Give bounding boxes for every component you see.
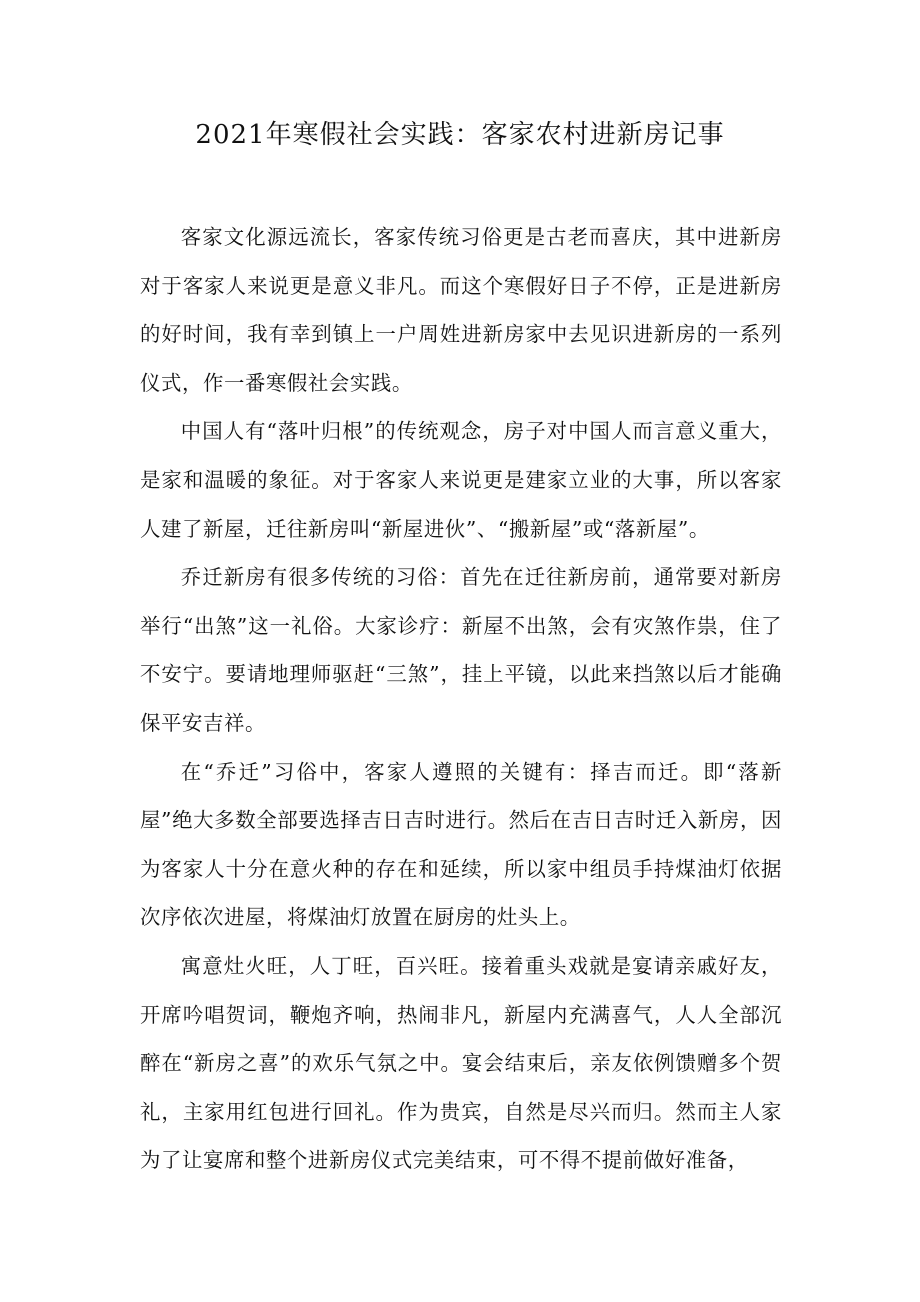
paragraph-4: 在“乔迁”习俗中，客家人遵照的关键有：择吉而迁。即“落新屋”绝大多数全部要选择吉日吉时进行。然后在吉日吉时迁入新房，因为客家人十分在意火种的存在和延续，所以家中组员手持煤油灯依据次序依次进屋，将煤油灯放置在厨房的灶头上。 — [140, 759, 782, 930]
paragraph-5: 寓意灶火旺，人丁旺，百兴旺。接着重头戏就是宴请亲戚好友，开席吟唱贺词，鞭炮齐响，热闹非凡，新屋内充满喜气，人人全部沉醉在“新房之喜”的欢乐气氛之中。宴会结束后，亲友依例馈赠多个贺礼，主家用红包进行回礼。作为贵宾，自然是尽兴而归。然而主人家为了让宴席和整个进新房仪式完美结束，可不得不提前做好准备， — [140, 953, 782, 1173]
document-title: 2021年寒假社会实践：客家农村进新房记事 — [195, 120, 725, 150]
document-body — [140, 213, 782, 1185]
paragraph-1: 客家文化源远流长，客家传统习俗更是古老而喜庆，其中进新房对于客家人来说更是意义非凡。而这个寒假好日子不停，正是进新房的好时间，我有幸到镇上一户周姓进新房家中去见识进新房的一系列仪式，作一番寒假社会实践。 — [140, 225, 782, 395]
paragraph-2: 中国人有“落叶归根”的传统观念，房子对中国人而言意义重大，是家和温暖的象征。对于客家人来说更是建家立业的大事，所以客家人建了新屋，迁往新房叫“新屋进伙”、“搬新屋”或“落新屋”。 — [140, 419, 782, 541]
paragraph-3: 乔迁新房有很多传统的习俗：首先在迁往新房前，通常要对新房举行“出煞”这一礼俗。大家诊疗：新屋不出煞，会有灾煞作祟，住了不安宁。要请地理师驱赶“三煞”，挂上平镜，以此来挡煞以后才能确保平安吉祥。 — [140, 565, 782, 735]
